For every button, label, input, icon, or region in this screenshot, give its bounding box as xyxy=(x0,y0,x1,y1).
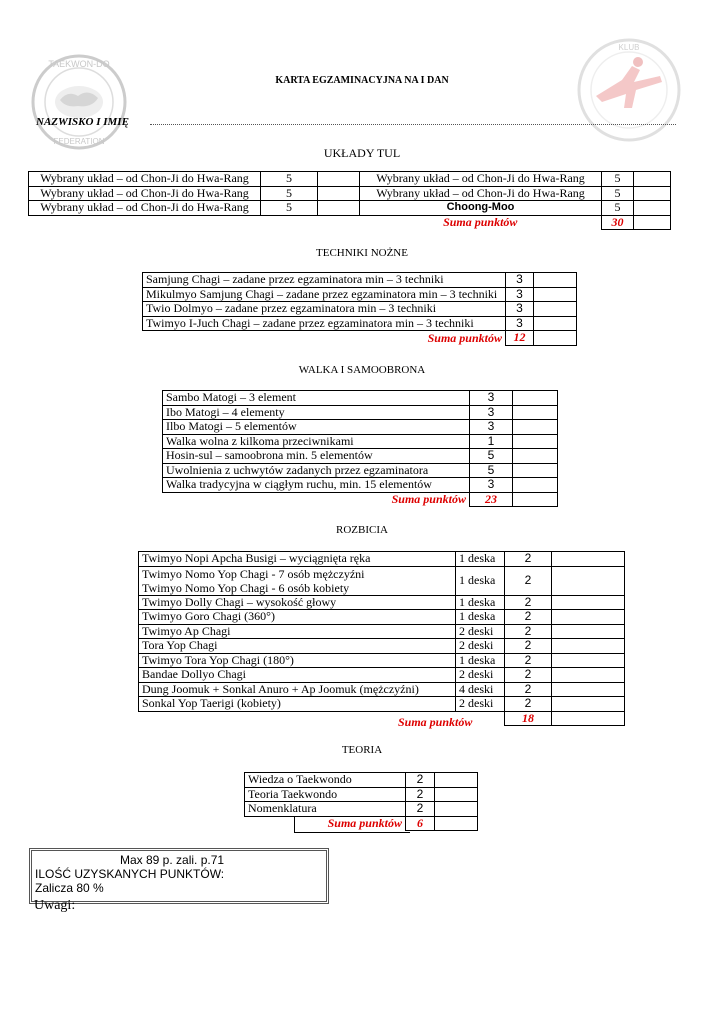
boards: 1 deska xyxy=(456,552,505,567)
score-cell[interactable] xyxy=(552,595,625,610)
score-cell[interactable] xyxy=(534,287,577,302)
points: 2 xyxy=(505,624,552,639)
tul-right-score[interactable] xyxy=(634,186,671,201)
tul-right-score[interactable] xyxy=(634,172,671,187)
tul-right-pts: 5 xyxy=(602,201,634,216)
tul-left-score[interactable] xyxy=(318,172,360,187)
points: 5 xyxy=(470,449,513,464)
sum-row xyxy=(139,711,625,726)
item-name: Teoria Taekwondo xyxy=(245,787,406,802)
sum-label: Suma punktów xyxy=(398,715,473,729)
points: 2 xyxy=(505,653,552,668)
score-cell[interactable] xyxy=(513,449,558,464)
technique-name: Twimyo Nomo Yop Chagi - 6 osób kobiety xyxy=(142,580,350,595)
points: 3 xyxy=(470,405,513,420)
sum-value: 6 xyxy=(406,816,435,831)
score-cell[interactable] xyxy=(552,653,625,668)
boards: 2 deski xyxy=(456,668,505,683)
sum-score[interactable] xyxy=(435,816,478,831)
score-cell[interactable] xyxy=(513,434,558,449)
rozbicia-table xyxy=(138,551,625,726)
name-field[interactable] xyxy=(150,124,676,125)
points: 2 xyxy=(505,610,552,625)
sum-score[interactable] xyxy=(534,331,577,346)
nozne-table xyxy=(142,272,577,346)
points: 3 xyxy=(506,287,534,302)
tul-left-pts: 5 xyxy=(261,172,318,187)
points: 2 xyxy=(505,668,552,683)
tul-table xyxy=(28,171,671,230)
boards: 2 deski xyxy=(456,624,505,639)
tul-left-name: Wybrany układ – od Chon-Ji do Hwa-Rang xyxy=(29,201,261,216)
sum-value: 30 xyxy=(602,215,634,230)
table-row xyxy=(163,478,558,493)
table-row xyxy=(139,610,625,625)
table-row xyxy=(163,449,558,464)
club-logo-icon xyxy=(574,36,684,144)
table-row xyxy=(163,463,558,478)
boards: 2 deski xyxy=(456,697,505,712)
itf-logo-icon xyxy=(30,52,128,152)
table-row xyxy=(143,273,577,288)
score-cell[interactable] xyxy=(435,802,478,817)
sum-row xyxy=(143,331,577,346)
score-cell[interactable] xyxy=(552,639,625,654)
table-row xyxy=(139,566,625,595)
section-title-walka: WALKA I SAMOOBRONA xyxy=(298,364,426,376)
score-cell[interactable] xyxy=(534,273,577,288)
tul-left-pts: 5 xyxy=(261,186,318,201)
points: 2 xyxy=(505,552,552,567)
table-row xyxy=(139,639,625,654)
technique-name: Sonkal Yop Taerigi (kobiety) xyxy=(139,697,456,712)
technique-name: Twimyo I-Juch Chagi – zadane przez egzaminatora min – 3 techniki xyxy=(143,316,506,331)
item-name: Walka tradycyjna w ciągłym ruchu, min. 15 elementów xyxy=(163,478,470,493)
points: 3 xyxy=(506,302,534,317)
score-cell[interactable] xyxy=(552,566,625,595)
table-row xyxy=(143,287,577,302)
table-row xyxy=(139,682,625,697)
sum-row xyxy=(29,215,671,230)
points: 2 xyxy=(505,566,552,595)
score-cell[interactable] xyxy=(552,624,625,639)
points: 2 xyxy=(406,787,435,802)
technique-name: Twimyo Ap Chagi xyxy=(139,624,456,639)
summary-box xyxy=(29,848,329,904)
table-row xyxy=(139,595,625,610)
sum-score[interactable] xyxy=(552,711,625,726)
technique-name: Tora Yop Chagi xyxy=(139,639,456,654)
points-obtained-label: ILOŚĆ UZYSKANYCH PUNKTÓW: xyxy=(35,867,225,881)
teoria-sum-box xyxy=(294,816,410,833)
table-row xyxy=(29,201,671,216)
points: 2 xyxy=(505,682,552,697)
svg-text:TAEKWON-DO: TAEKWON-DO xyxy=(48,59,110,69)
points: 5 xyxy=(470,463,513,478)
item-name: Uwolnienia z uchwytów zadanych przez egzaminatora xyxy=(163,463,470,478)
score-cell[interactable] xyxy=(552,610,625,625)
technique-name: Twimyo Tora Yop Chagi (180°) xyxy=(139,653,456,668)
sum-label: Suma punktów xyxy=(391,492,466,506)
points: 2 xyxy=(505,595,552,610)
technique-name: Dung Joomuk + Sonkal Anuro + Ap Joomuk (mężczyźni) xyxy=(139,682,456,697)
score-cell[interactable] xyxy=(513,463,558,478)
boards: 1 deska xyxy=(456,610,505,625)
sum-value: 18 xyxy=(505,711,552,726)
document-title: KARTA EGZAMINACYJNA NA I DAN xyxy=(275,75,449,86)
score-cell[interactable] xyxy=(513,405,558,420)
section-title-teoria: TEORIA xyxy=(341,744,383,756)
table-row xyxy=(143,302,577,317)
points: 2 xyxy=(505,697,552,712)
max-points-line: Max 89 p. zali. p.71 xyxy=(120,853,225,867)
tul-left-score[interactable] xyxy=(318,201,360,216)
section-title-tul: UKŁADY TUL xyxy=(323,146,401,160)
score-cell[interactable] xyxy=(552,697,625,712)
tul-left-name: Wybrany układ – od Chon-Ji do Hwa-Rang xyxy=(29,172,261,187)
sum-label: Suma punktów xyxy=(327,816,402,830)
points: 3 xyxy=(506,316,534,331)
item-name: Hosin-sul – samoobrona min. 5 elementów xyxy=(163,449,470,464)
points: 2 xyxy=(505,639,552,654)
points: 3 xyxy=(506,273,534,288)
points: 3 xyxy=(470,478,513,493)
tul-right-pts: 5 xyxy=(602,186,634,201)
score-cell[interactable] xyxy=(435,773,478,788)
technique-name: Bandae Dollyo Chagi xyxy=(139,668,456,683)
svg-text:KLUB: KLUB xyxy=(618,43,640,52)
technique-name: Twimyo Dolly Chagi – wysokość głowy xyxy=(139,595,456,610)
boards: 1 deska xyxy=(456,595,505,610)
technique-name: Mikulmyo Samjung Chagi – zadane przez egzaminatora min – 3 techniki xyxy=(143,287,506,302)
score-cell[interactable] xyxy=(513,420,558,435)
table-row xyxy=(139,668,625,683)
table-row xyxy=(143,316,577,331)
score-cell[interactable] xyxy=(435,787,478,802)
score-cell[interactable] xyxy=(513,391,558,406)
table-row xyxy=(245,787,478,802)
tul-right-name: Wybrany układ – od Chon-Ji do Hwa-Rang xyxy=(360,172,602,187)
tul-right-name: Choong-Moo xyxy=(360,201,602,216)
table-row xyxy=(163,405,558,420)
table-row xyxy=(163,434,558,449)
table-row xyxy=(139,624,625,639)
item-name: Wiedza o Taekwondo xyxy=(245,773,406,788)
tul-left-score[interactable] xyxy=(318,186,360,201)
item-name: Ibo Matogi – 4 elementy xyxy=(163,405,470,420)
table-row xyxy=(163,391,558,406)
points: 2 xyxy=(406,802,435,817)
technique-name: Twio Dolmyo – zadane przez egzaminatora min – 3 techniki xyxy=(143,302,506,317)
table-row xyxy=(245,802,478,817)
boards: 1 deska xyxy=(456,566,505,595)
points: 3 xyxy=(470,391,513,406)
sum-label: Suma punktów xyxy=(427,330,502,345)
points: 2 xyxy=(406,773,435,788)
sum-label: Suma punktów xyxy=(443,215,518,229)
sum-value: 23 xyxy=(470,492,513,507)
svg-text:FEDERATION: FEDERATION xyxy=(53,137,105,146)
tul-right-pts: 5 xyxy=(602,172,634,187)
item-name: Nomenklatura xyxy=(245,802,406,817)
sum-score[interactable] xyxy=(634,215,671,230)
walka-table xyxy=(162,390,558,507)
table-row xyxy=(139,653,625,668)
table-row xyxy=(245,773,478,788)
technique-name: Twimyo Nomo Yop Chagi - 7 osób mężczyźni xyxy=(142,566,365,581)
technique-name: Samjung Chagi – zadane przez egzaminatora min – 3 techniki xyxy=(143,273,506,288)
sum-value: 12 xyxy=(506,331,534,346)
boards: 1 deska xyxy=(456,653,505,668)
tul-left-pts: 5 xyxy=(261,201,318,216)
section-title-rozbicia: ROZBICIA xyxy=(336,524,388,536)
score-cell[interactable] xyxy=(552,682,625,697)
tul-left-name: Wybrany układ – od Chon-Ji do Hwa-Rang xyxy=(29,186,261,201)
name-label: NAZWISKO I IMIĘ xyxy=(36,116,129,128)
table-row xyxy=(139,552,625,567)
technique-name: Twimyo Goro Chagi (360°) xyxy=(139,610,456,625)
score-cell[interactable] xyxy=(552,552,625,567)
technique-name: Twimyo Nopi Apcha Busigi – wyciągnięta ręka xyxy=(139,552,456,567)
table-row xyxy=(29,186,671,201)
score-cell[interactable] xyxy=(513,478,558,493)
table-row xyxy=(163,420,558,435)
sum-row xyxy=(163,492,558,507)
points: 1 xyxy=(470,434,513,449)
table-row xyxy=(139,697,625,712)
boards: 2 deski xyxy=(456,639,505,654)
score-cell[interactable] xyxy=(534,302,577,317)
pass-threshold-line: Zalicza 80 % xyxy=(35,881,104,895)
notes-label: Uwagi: xyxy=(34,898,76,913)
score-cell[interactable] xyxy=(552,668,625,683)
item-name: Sambo Matogi – 3 element xyxy=(163,391,470,406)
item-name: Walka wolna z kilkoma przeciwnikami xyxy=(163,434,470,449)
boards: 4 deski xyxy=(456,682,505,697)
table-row xyxy=(29,172,671,187)
score-cell[interactable] xyxy=(534,316,577,331)
sum-score[interactable] xyxy=(513,492,558,507)
points: 3 xyxy=(470,420,513,435)
tul-right-score[interactable] xyxy=(634,201,671,216)
tul-right-name: Wybrany układ – od Chon-Ji do Hwa-Rang xyxy=(360,186,602,201)
section-title-nozne: TECHNIKI NOŻNE xyxy=(316,247,408,259)
item-name: Ilbo Matogi – 5 elementów xyxy=(163,420,470,435)
